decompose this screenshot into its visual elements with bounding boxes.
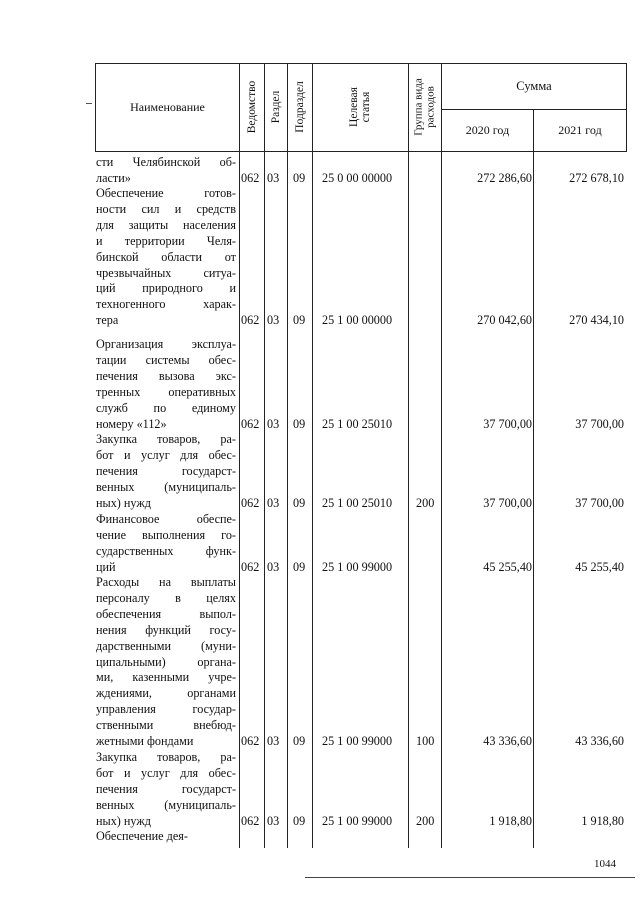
cell-podr: 09: [293, 734, 306, 748]
cell-target: 25 1 00 99000: [322, 559, 393, 574]
cell-y2: 1 918,80: [581, 813, 624, 828]
cell-ved: 062: [241, 416, 260, 431]
header-year-2020: 2020 год: [465, 123, 510, 137]
header-group: Группа вида расходов: [412, 78, 436, 136]
row-name-line: бот и услуг для обес-: [96, 447, 236, 462]
cell-razd: 03: [267, 495, 280, 510]
cell-razd: 03: [267, 170, 280, 185]
row-name-line: номеру «112»: [96, 416, 167, 431]
page-number: 1044: [594, 858, 616, 870]
row-name-line: служб по единому: [96, 400, 236, 415]
header-target: Целевая статья: [347, 87, 372, 127]
row-name-line: печения вызова экс-: [96, 368, 236, 383]
row-name-line: ласти»: [96, 170, 131, 185]
row-name-line: ных) нужд: [96, 495, 151, 510]
row-name-line: ципальными) органа-: [96, 654, 236, 669]
row-name-line: чение выполнения го-: [96, 527, 236, 542]
row-name-line: и территории Челя-: [96, 233, 236, 248]
row-name: [96, 186, 236, 329]
cell-razd: 03: [267, 313, 280, 328]
cell-group: 100: [416, 734, 435, 748]
header-podrazdel: Подраздел: [293, 81, 306, 133]
cell-y2: 45 255,40: [575, 559, 624, 574]
row-name-line: Расходы на выплаты: [96, 575, 236, 589]
row-name-line: ций: [96, 559, 116, 574]
row-name-line: техногенного харак-: [96, 297, 236, 312]
row-name: [96, 575, 236, 750]
cell-y2: 37 700,00: [575, 495, 624, 510]
row-name: [96, 337, 236, 432]
cell-y2: 270 434,10: [569, 313, 624, 328]
row-name-line: ций природного и: [96, 281, 236, 296]
row-name-line: ственными внебюд-: [96, 718, 236, 733]
row-name-line: ждениями, органами: [96, 686, 236, 701]
cell-razd: 03: [267, 734, 280, 748]
cell-ved: 062: [241, 495, 260, 510]
row-name-line: печения государст-: [96, 781, 236, 796]
row-name-line: нения функций госу-: [96, 622, 236, 637]
cell-y1: 37 700,00: [483, 495, 532, 510]
cell-razd: 03: [267, 813, 280, 828]
cell-ved: 062: [241, 170, 260, 185]
header-vedomstvo: Ведомство: [245, 80, 258, 134]
cell-podr: 09: [293, 495, 306, 510]
row-name-line: управления государ-: [96, 702, 236, 717]
row-name: [96, 432, 236, 512]
row-name-line: Финансовое обеспе-: [96, 512, 236, 526]
row-name-line: тации системы обес-: [96, 352, 236, 367]
cell-target: 25 1 00 99000: [322, 813, 393, 828]
row-name-line: печения государст-: [96, 463, 236, 478]
row-name-line: Обеспечение готов-: [96, 186, 236, 200]
row-name: [96, 512, 236, 576]
row-name-line: Организация эксплуа-: [96, 337, 236, 351]
cell-y2: 43 336,60: [575, 734, 624, 748]
header-sum: Сумма: [516, 78, 552, 93]
cell-y1: 272 286,60: [477, 170, 532, 185]
cell-y1: 45 255,40: [483, 559, 532, 574]
header-razdel: Раздел: [269, 90, 282, 124]
cell-podr: 09: [293, 559, 306, 574]
cell-y2: 37 700,00: [575, 416, 624, 431]
row-name: [96, 829, 236, 845]
row-name-line: жетными фондами: [96, 734, 194, 749]
cell-y1: 1 918,80: [489, 813, 532, 828]
footer-rule: [305, 877, 635, 878]
cell-y1: 43 336,60: [483, 734, 532, 748]
row-name-line: дарственными (муни-: [96, 638, 236, 653]
cell-ved: 062: [241, 813, 260, 828]
row-name-line: Закупка товаров, ра-: [96, 750, 236, 764]
row-name-line: бот и услуг для обес-: [96, 765, 236, 780]
header-year-2021: 2021 год: [558, 123, 602, 137]
header-name: Наименование: [130, 99, 205, 114]
cell-target: 25 1 00 25010: [322, 416, 393, 431]
cell-target: 25 1 00 25010: [322, 495, 393, 510]
row-name-line: Закупка товаров, ра-: [96, 432, 236, 446]
cell-podr: 09: [293, 813, 306, 828]
row-name: [96, 155, 236, 187]
row-name-line: венных (муниципаль-: [96, 797, 236, 812]
row-name-line: тренных оперативных: [96, 384, 236, 399]
row-name-line: ности сил и средств: [96, 201, 236, 216]
row-name-line: тера: [96, 313, 119, 328]
cell-y1: 270 042,60: [477, 313, 532, 328]
row-name-line: для защиты населения: [96, 217, 236, 232]
row-name-line: венных (муниципаль-: [96, 479, 236, 494]
cell-podr: 09: [293, 170, 306, 185]
cell-y1: 37 700,00: [483, 416, 532, 431]
cell-target: 25 1 00 99000: [322, 734, 393, 748]
row-name-line: ми, казенными учре-: [96, 670, 236, 685]
cell-razd: 03: [267, 416, 280, 431]
row-name-line: бинской области от: [96, 249, 236, 264]
cell-ved: 062: [241, 559, 260, 574]
row-name: [96, 750, 236, 830]
cell-ved: 062: [241, 313, 260, 328]
cell-target: 25 1 00 00000: [322, 313, 393, 328]
row-name-line: чрезвычайных ситуа-: [96, 265, 236, 280]
row-name-line: сти Челябинской об-: [96, 155, 236, 169]
row-name-line: ных) нужд: [96, 813, 151, 828]
cell-ved: 062: [241, 734, 260, 748]
margin-tick: [86, 103, 92, 104]
cell-target: 25 0 00 00000: [322, 170, 393, 185]
cell-podr: 09: [293, 313, 306, 328]
cell-y2: 272 678,10: [569, 170, 624, 185]
cell-podr: 09: [293, 416, 306, 431]
row-name-line: обеспечения выпол-: [96, 606, 236, 621]
cell-group: 200: [416, 495, 435, 510]
cell-group: 200: [416, 813, 435, 828]
row-name-line: Обеспечение дея-: [96, 829, 188, 843]
cell-razd: 03: [267, 559, 280, 574]
row-name-line: сударственных функ-: [96, 543, 236, 558]
row-name-line: персоналу в целях: [96, 590, 236, 605]
